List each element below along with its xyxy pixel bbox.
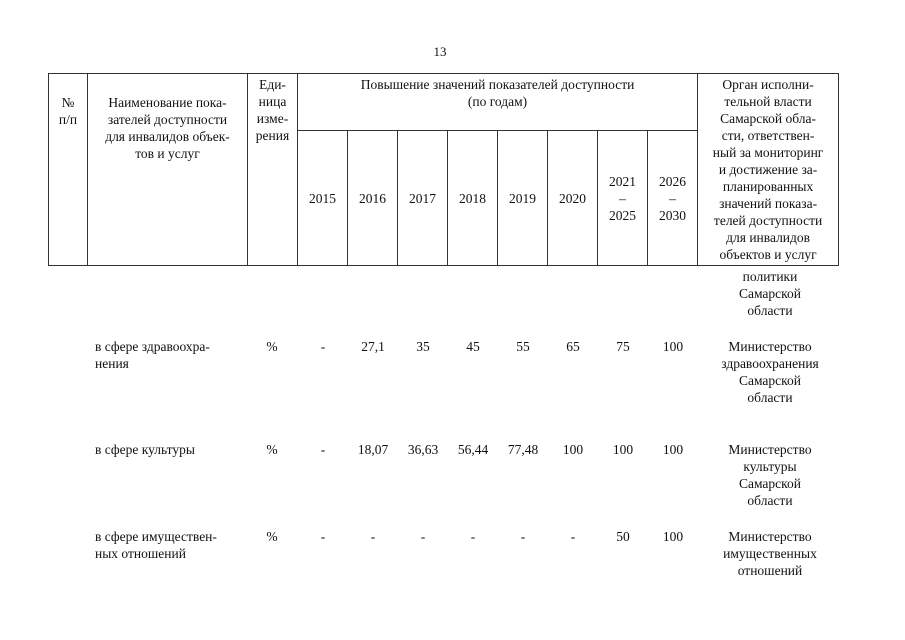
row-value: 18,07 xyxy=(357,442,389,457)
header-year: 2015 xyxy=(298,131,348,266)
row-value: 100 xyxy=(612,442,634,457)
row-responsible-body: Министерство культуры Самарской области xyxy=(728,442,812,508)
row-indicator-name: в сфере здравоохра- нения xyxy=(95,339,210,371)
header-years-title: Повышение значений показателей доступности (по годам) xyxy=(298,74,698,131)
header-indicator-name: Наименование пока- зателей доступности для инвалидов объек- тов и услуг xyxy=(88,74,248,266)
row-value: 100 xyxy=(662,442,684,457)
header-year: 2016 xyxy=(348,131,398,266)
header-responsible-body: Орган исполни- тельной власти Самарской обла- сти, ответствен- ный за мониторинг и достижение за- планированных значений показа- телей доступности для инвалидов объектов и услуг xyxy=(698,74,839,266)
continued-org-text: политики Самарской области xyxy=(738,269,802,318)
row-value: - xyxy=(420,529,426,544)
row-value: 100 xyxy=(662,529,684,544)
row-value: 100 xyxy=(562,442,584,457)
row-value: 35 xyxy=(416,339,430,354)
header-year-range: 2021 – 2025 xyxy=(598,131,648,266)
row-unit: % xyxy=(266,529,278,544)
table-row xyxy=(0,441,905,511)
row-value: 50 xyxy=(616,529,630,544)
header-year: 2017 xyxy=(398,131,448,266)
header-unit: Еди- ница изме- рения xyxy=(248,74,298,266)
row-indicator-name: в сфере культуры xyxy=(95,442,195,457)
header-number: № п/п xyxy=(49,74,88,266)
page-number: 13 xyxy=(433,44,447,59)
row-responsible-body: Министерство здравоохранения Самарской области xyxy=(721,339,819,405)
header-year: 2020 xyxy=(548,131,598,266)
row-value: 55 xyxy=(516,339,530,354)
row-value: - xyxy=(470,529,476,544)
row-value: - xyxy=(320,529,326,544)
row-value: 27,1 xyxy=(361,339,385,354)
row-value: - xyxy=(370,529,376,544)
table-row xyxy=(0,338,905,408)
row-indicator-name: в сфере имуществен- ных отношений xyxy=(95,529,217,561)
row-responsible-body: Министерство имущественных отношений xyxy=(723,529,817,578)
row-value: 77,48 xyxy=(507,442,539,457)
table-row xyxy=(0,528,905,598)
header-year: 2018 xyxy=(448,131,498,266)
row-value: 36,63 xyxy=(407,442,439,457)
header-year: 2019 xyxy=(498,131,548,266)
header-year-range: 2026 – 2030 xyxy=(648,131,698,266)
row-unit: % xyxy=(266,442,278,457)
row-value: 45 xyxy=(466,339,480,354)
row-value: - xyxy=(520,529,526,544)
indicator-table-header xyxy=(48,73,839,266)
row-unit: % xyxy=(266,339,278,354)
row-value: - xyxy=(320,339,326,354)
row-value: 65 xyxy=(566,339,580,354)
row-value: 56,44 xyxy=(457,442,489,457)
row-value: - xyxy=(320,442,326,457)
row-value: 100 xyxy=(662,339,684,354)
row-value: 75 xyxy=(616,339,630,354)
row-value: - xyxy=(570,529,576,544)
